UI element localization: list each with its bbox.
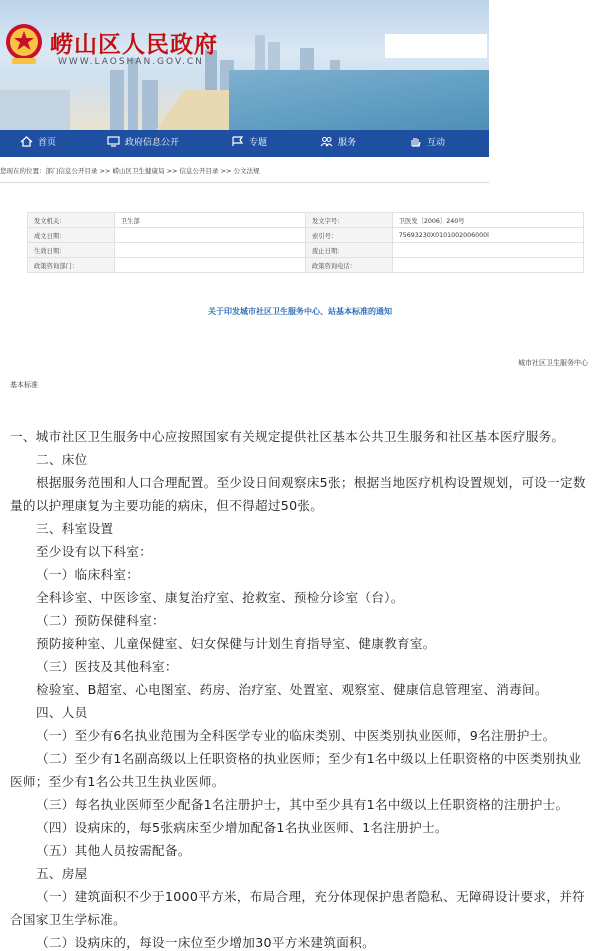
body-line: （二）预防保健科室：	[36, 613, 165, 628]
attachment-title: 城市社区卫生服务中心	[518, 359, 588, 367]
nav-services[interactable]	[320, 130, 356, 157]
nav-label: 服务	[338, 138, 357, 148]
body-line: （三）医技及其他科室：	[36, 659, 178, 674]
skyline-building	[110, 70, 124, 130]
meta-value	[392, 258, 583, 273]
body-line: 一、城市社区卫生服务中心应按照国家有关规定提供社区基本公共卫生服务和社区基本医疗服务。	[10, 429, 565, 444]
people-icon	[320, 136, 333, 147]
meta-key: 生效日期：	[28, 243, 115, 258]
nav-label: 首页	[38, 138, 57, 148]
nav-topics[interactable]	[231, 130, 267, 157]
table-row	[28, 213, 584, 228]
body-line: 全科诊室、中医诊室、康复治疗室、抢救室、预检分诊室（台）。	[36, 590, 404, 605]
attachment-subtitle: 基本标准	[10, 381, 38, 389]
meta-key: 政策咨询部门：	[28, 258, 115, 273]
body-line: 四、人员	[36, 705, 88, 720]
body-line: （二）设病床的，每设一床位至少增加30平方米建筑面积。	[36, 935, 375, 950]
meta-value	[114, 228, 305, 243]
nav-home[interactable]	[20, 130, 56, 157]
meta-value	[114, 243, 305, 258]
meta-key: 成文日期：	[28, 228, 115, 243]
site-title[interactable]: 崂山区人民政府	[50, 32, 218, 58]
nav-label: 专题	[249, 138, 268, 148]
meta-key: 索引号：	[305, 228, 392, 243]
main-nav	[0, 130, 489, 157]
meta-value: 75693230X0101002006000l	[392, 228, 583, 243]
flag-icon	[231, 136, 244, 147]
body-line: （一）至少有6名执业范围为全科医学专业的临床类别、中医类别执业医师，9名注册护士。	[36, 728, 556, 743]
skyline-building	[142, 80, 158, 130]
skyline-building	[128, 58, 138, 130]
table-row	[28, 243, 584, 258]
document-title: 关于印发城市社区卫生服务中心、站基本标准的通知	[208, 307, 392, 316]
nav-gov-info[interactable]	[107, 130, 179, 157]
body-line: （一）建筑面积不少于1000平方米，布局合理，充分体现保护患者隐私、无障碍设计要求，并符	[36, 889, 585, 904]
body-line: （五）其他人员按需配备。	[36, 843, 191, 858]
skyline-building	[0, 90, 70, 130]
national-emblem-icon	[4, 22, 44, 66]
body-line: 检验室、B超室、心电图室、药房、治疗室、处置室、观察室、健康信息管理室、消毒间。	[36, 682, 548, 697]
meta-value: 卫生部	[114, 213, 305, 228]
divider	[0, 182, 489, 183]
meta-key: 发文字号：	[305, 213, 392, 228]
sea	[229, 70, 489, 130]
body-line: 合国家卫生学标准。	[10, 912, 127, 927]
monitor-icon	[107, 136, 120, 147]
body-line: （四）设病床的，每5张病床至少增加配备1名执业医师、1名注册护士。	[36, 820, 448, 835]
home-icon	[20, 136, 33, 147]
body-line: 五、房屋	[36, 866, 88, 881]
body-line: 根据服务范围和人口合理配置。至少设日间观察床5张；根据当地医疗机构设置规划，可设一定数	[36, 475, 586, 490]
meta-key: 政策咨询电话：	[305, 258, 392, 273]
meta-key: 发文机关：	[28, 213, 115, 228]
body-line: 医师；至少有1名公共卫生执业医师。	[10, 774, 225, 789]
body-line: 至少设有以下科室：	[36, 544, 153, 559]
table-row	[28, 228, 584, 243]
header-banner	[0, 0, 489, 130]
meta-key: 废止日期：	[305, 243, 392, 258]
nav-label: 互动	[427, 138, 446, 148]
nav-label: 政府信息公开	[125, 138, 180, 148]
meta-value	[114, 258, 305, 273]
site-domain: WWW.LAOSHAN.GOV.CN	[58, 57, 204, 67]
body-line: 预防接种室、儿童保健室、妇女保健与计划生育指导室、健康教育室。	[36, 636, 436, 651]
hand-icon	[409, 136, 422, 147]
meta-value	[392, 243, 583, 258]
body-line: 二、床位	[36, 452, 88, 467]
body-line: （二）至少有1名副高级以上任职资格的执业医师；至少有1名中级以上任职资格的中医类别执业	[36, 751, 582, 766]
nav-interact[interactable]	[409, 130, 445, 157]
body-line: 三、科室设置	[36, 521, 114, 536]
table-row	[28, 258, 584, 273]
body-line: 量的以护理康复为主要功能的病床，但不得超过50张。	[10, 498, 324, 513]
meta-value: 卫医发〔2006〕240号	[392, 213, 583, 228]
body-line: （一）临床科室：	[36, 567, 140, 582]
redacted-area	[385, 34, 487, 58]
document-meta-table	[27, 212, 584, 273]
body-line: （三）每名执业医师至少配备1名注册护士，其中至少具有1名中级以上任职资格的注册护士。	[36, 797, 569, 812]
breadcrumb[interactable]: 您现在的位置：部门信息公开目录 >> 崂山区卫生健康局 >> 信息公开目录 >> 公文法规	[0, 167, 260, 175]
